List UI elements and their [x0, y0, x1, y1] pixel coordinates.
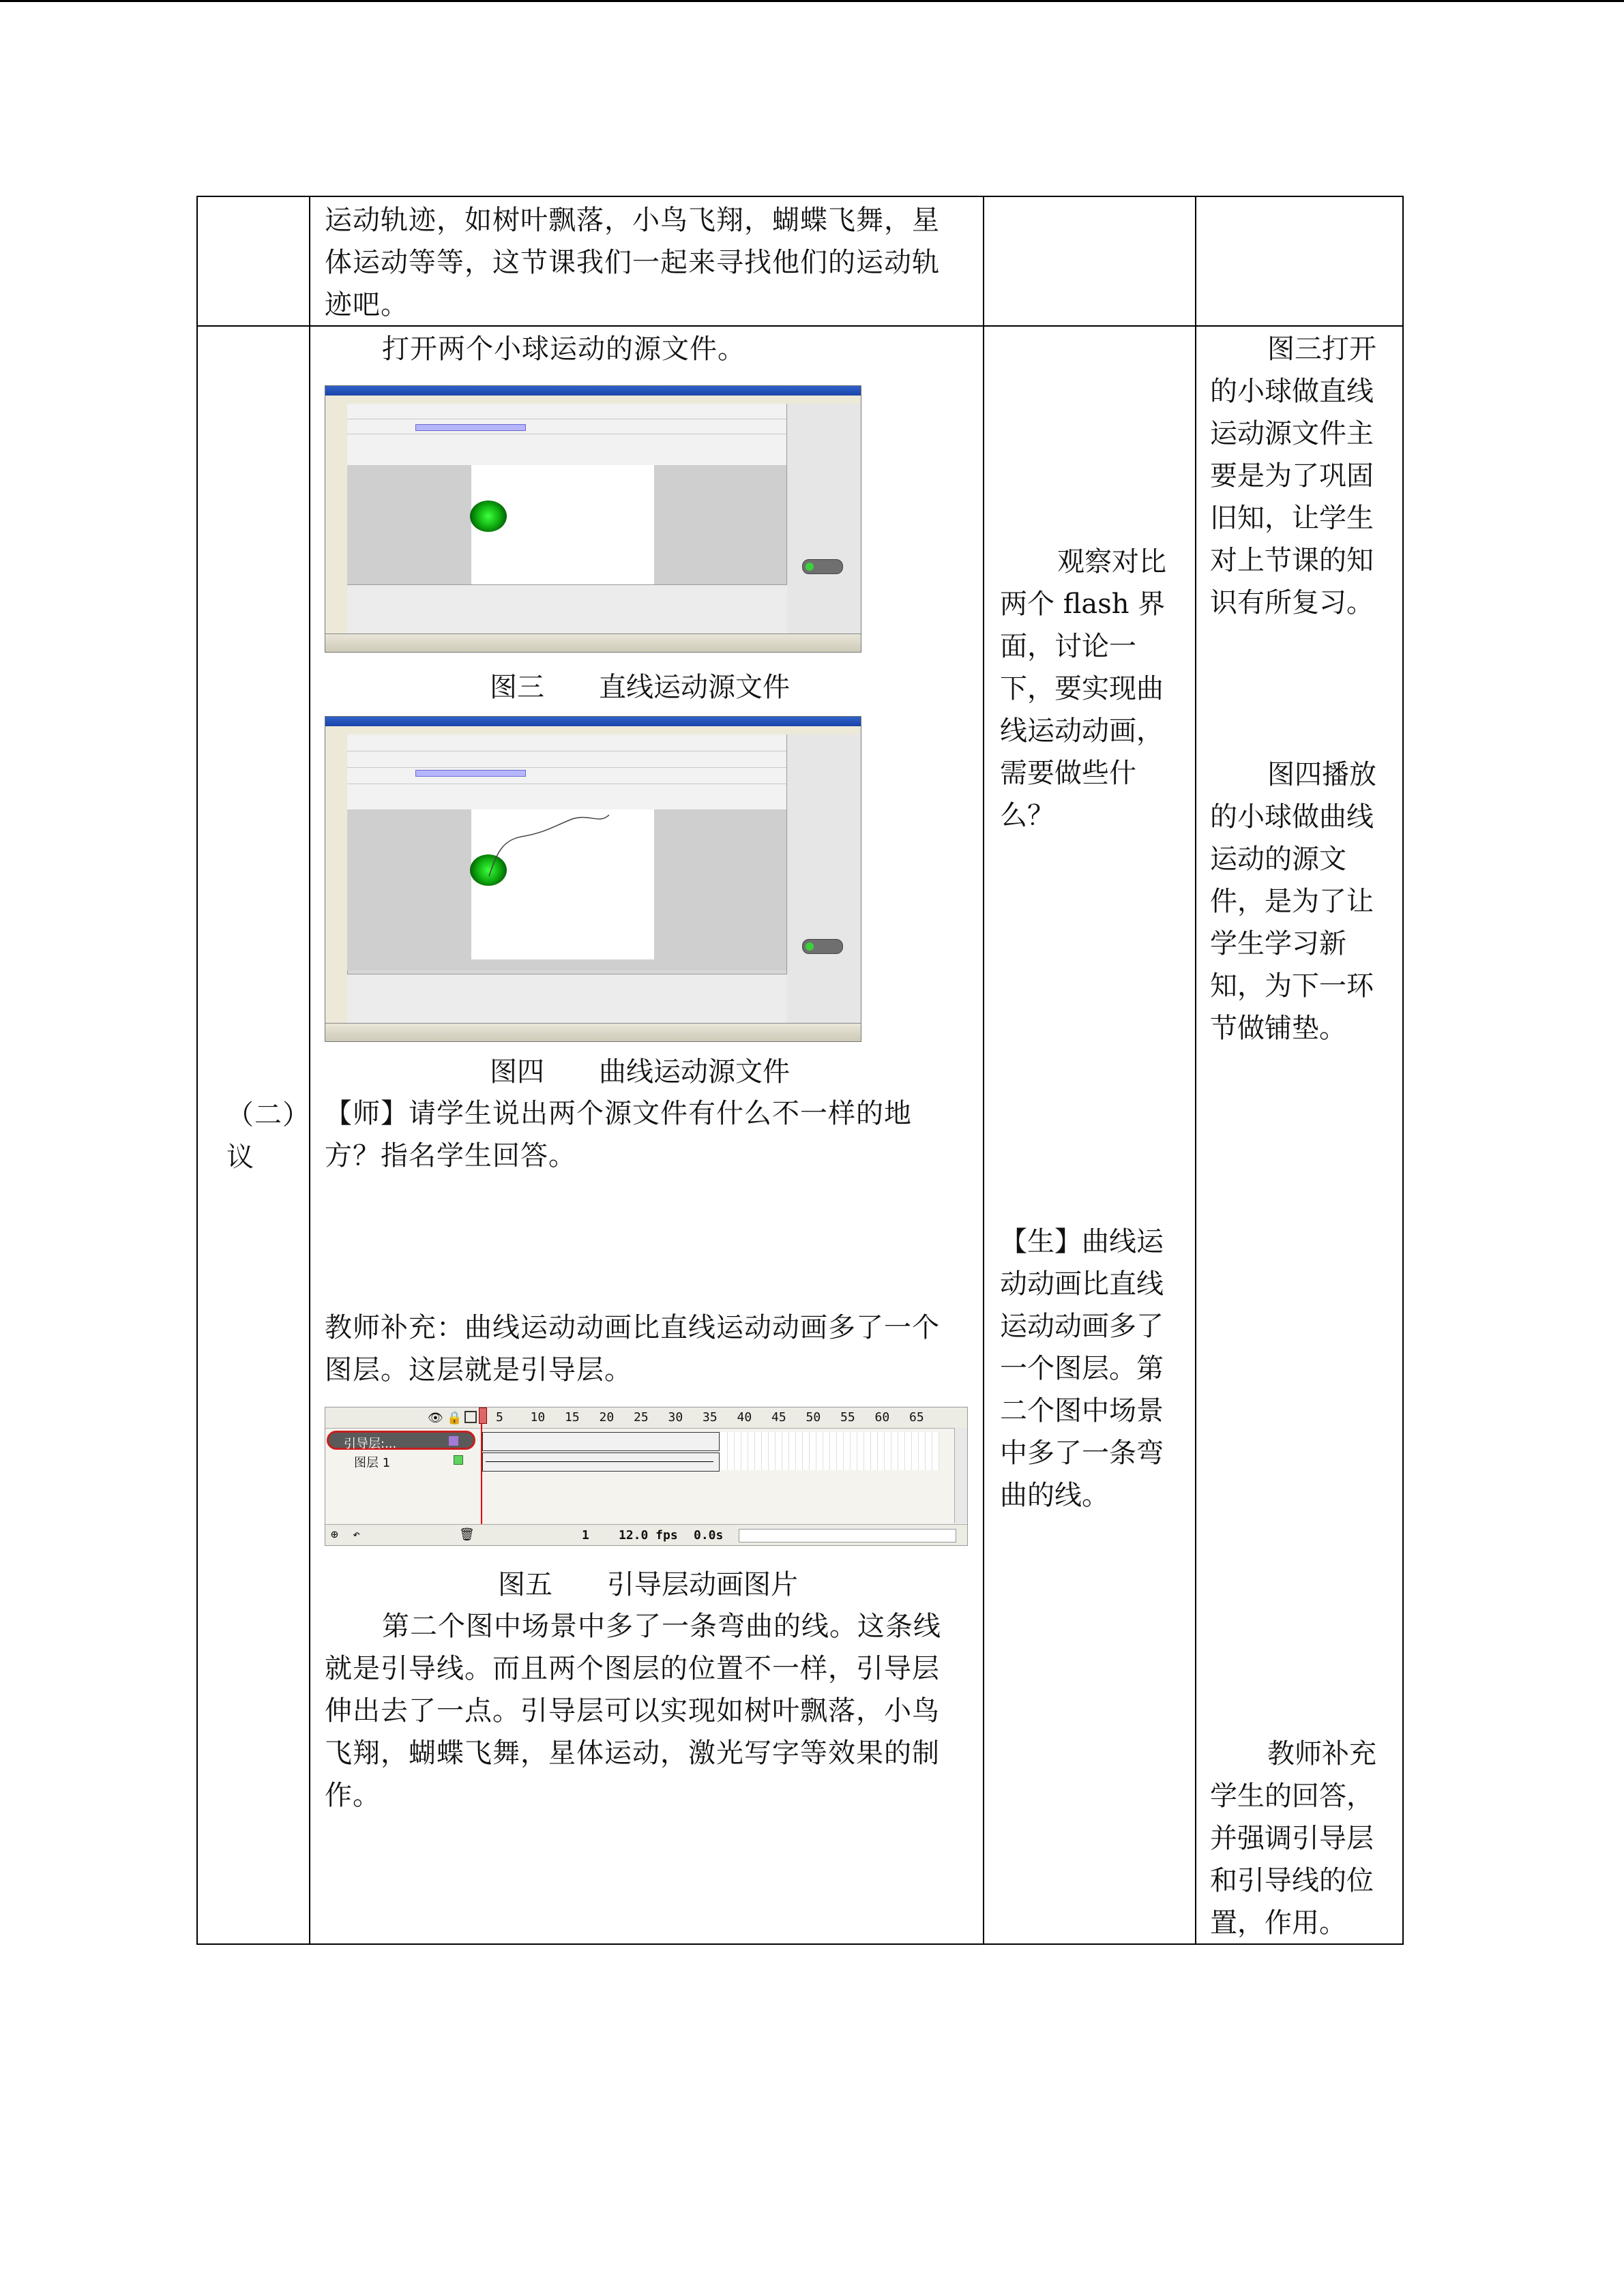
frame-number-label: 15	[565, 1410, 580, 1425]
trash-icon[interactable]: 🗑	[459, 1527, 475, 1542]
frame-number-label: 50	[806, 1410, 821, 1425]
guide-curve	[470, 809, 661, 891]
design-intent-2: 图四播放的小球做曲线运动的源文件，是为了让学生学习新知，为下一环节做铺垫。	[1210, 759, 1376, 1044]
guide-layer-name: 引导层:...	[344, 1437, 397, 1451]
tools-panel	[325, 734, 348, 1024]
lock-icon: 🔒	[447, 1411, 462, 1425]
frame-number-ruler	[325, 1410, 967, 1427]
taskbar	[325, 633, 861, 652]
stage-area	[347, 465, 787, 595]
layer1-frames[interactable]	[482, 1452, 720, 1472]
add-layer-icon[interactable]: ⊕	[331, 1527, 338, 1542]
right-panels	[786, 734, 861, 1024]
figure4-flash-screenshot	[325, 716, 861, 1042]
frame-number-label: 40	[737, 1410, 752, 1425]
timeline-panel	[347, 734, 787, 810]
design-intent-1: 图三打开的小球做直线运动源文件主要是为了巩固旧知，让学生对上节课的知识有所复习。	[1210, 333, 1376, 618]
vertical-scrollbar[interactable]	[954, 1428, 967, 1523]
frame-number-label: 25	[634, 1410, 649, 1425]
student-answer-text: 【生】曲线运动动画比直线运动动画多了一个图层。第二个图中场景中多了一条弯曲的线。	[1000, 1226, 1164, 1511]
figure3-caption: 图三 直线运动源文件	[490, 672, 790, 703]
green-ball	[470, 501, 507, 532]
teacher-question: 【师】请学生说出两个源文件有什么不一样的地方？指名学生回答。	[325, 1098, 912, 1172]
row1-student-cell	[984, 196, 1196, 326]
frame-number-label: 20	[599, 1410, 615, 1425]
design-intent-3: 教师补充学生的回答，并强调引导层和引导线的位置，作用。	[1210, 1738, 1376, 1939]
layer-color-swatch	[449, 1436, 458, 1446]
stage-area	[347, 809, 787, 970]
figure5-caption: 图五 引导层动画图片	[498, 1569, 798, 1600]
stage-label: （二）议	[226, 1099, 310, 1173]
window-titlebar	[325, 717, 861, 726]
layer-row-1[interactable]	[327, 1451, 475, 1470]
row1-intent-cell	[1196, 196, 1403, 326]
layer1-name: 图层 1	[354, 1456, 391, 1470]
add-guide-icon[interactable]: ↶	[353, 1527, 360, 1542]
right-panels	[786, 404, 861, 634]
teacher-supplement: 教师补充：曲线运动动画比直线运动动画多了一个图层。这层就是引导层。	[325, 1312, 940, 1386]
figure5-timeline-screenshot	[325, 1407, 968, 1546]
intro-text: 打开两个小球运动的源文件。	[382, 333, 745, 365]
current-frame: 1	[582, 1528, 589, 1542]
layer-row-guide[interactable]	[327, 1431, 475, 1450]
eye-icon: 👁	[428, 1411, 443, 1425]
tools-panel	[325, 404, 348, 634]
fps-readout: 12.0 fps	[619, 1528, 678, 1542]
explanation-text: 第二个图中场景中多了一条弯曲的线。这条线就是引导线。而且两个图层的位置不一样，引导层伸出去了一点。引导层可以实现如树叶飘落，小鸟飞翔，蝴蝶飞舞，星体运动，激光写字等效果的制作。	[325, 1611, 941, 1811]
page-top-border	[0, 0, 1624, 2]
frame-number-label: 65	[909, 1410, 924, 1425]
frame-number-label: 10	[530, 1410, 546, 1425]
student-activity-text: 观察对比两个 flash 界面，讨论一下，要实现曲线运动动画，需要做些什么？	[1000, 546, 1166, 831]
panel-toggle-pill	[802, 559, 843, 574]
frame-number-label: 30	[668, 1410, 683, 1425]
guide-layer-frames[interactable]	[482, 1432, 720, 1451]
frame-number-label: 5	[496, 1410, 503, 1425]
frame-number-label: 55	[840, 1410, 855, 1425]
timeline-status-bar	[325, 1524, 967, 1545]
window-titlebar	[325, 386, 861, 396]
time-readout: 0.0s	[694, 1528, 724, 1542]
figure4-caption: 图四 曲线运动源文件	[490, 1056, 790, 1088]
layer-color-swatch	[454, 1455, 463, 1465]
taskbar	[325, 1023, 861, 1041]
frame-number-label: 45	[771, 1410, 786, 1425]
frame-number-label: 35	[703, 1410, 718, 1425]
timeline-panel	[347, 404, 787, 466]
row1-content-text: 运动轨迹，如树叶飘落，小鸟飞翔，蝴蝶飞舞，星体运动等等，这节课我们一起来寻找他们的运动轨迹吧。	[325, 205, 940, 320]
figure3-flash-screenshot	[325, 385, 861, 653]
row1-stage-cell	[197, 196, 310, 326]
horizontal-scrollbar[interactable]	[739, 1529, 956, 1542]
playhead-handle[interactable]	[479, 1407, 487, 1424]
properties-panel	[347, 974, 787, 1024]
frame-number-label: 60	[874, 1410, 890, 1425]
panel-toggle-pill	[802, 939, 843, 954]
properties-panel	[347, 584, 787, 634]
